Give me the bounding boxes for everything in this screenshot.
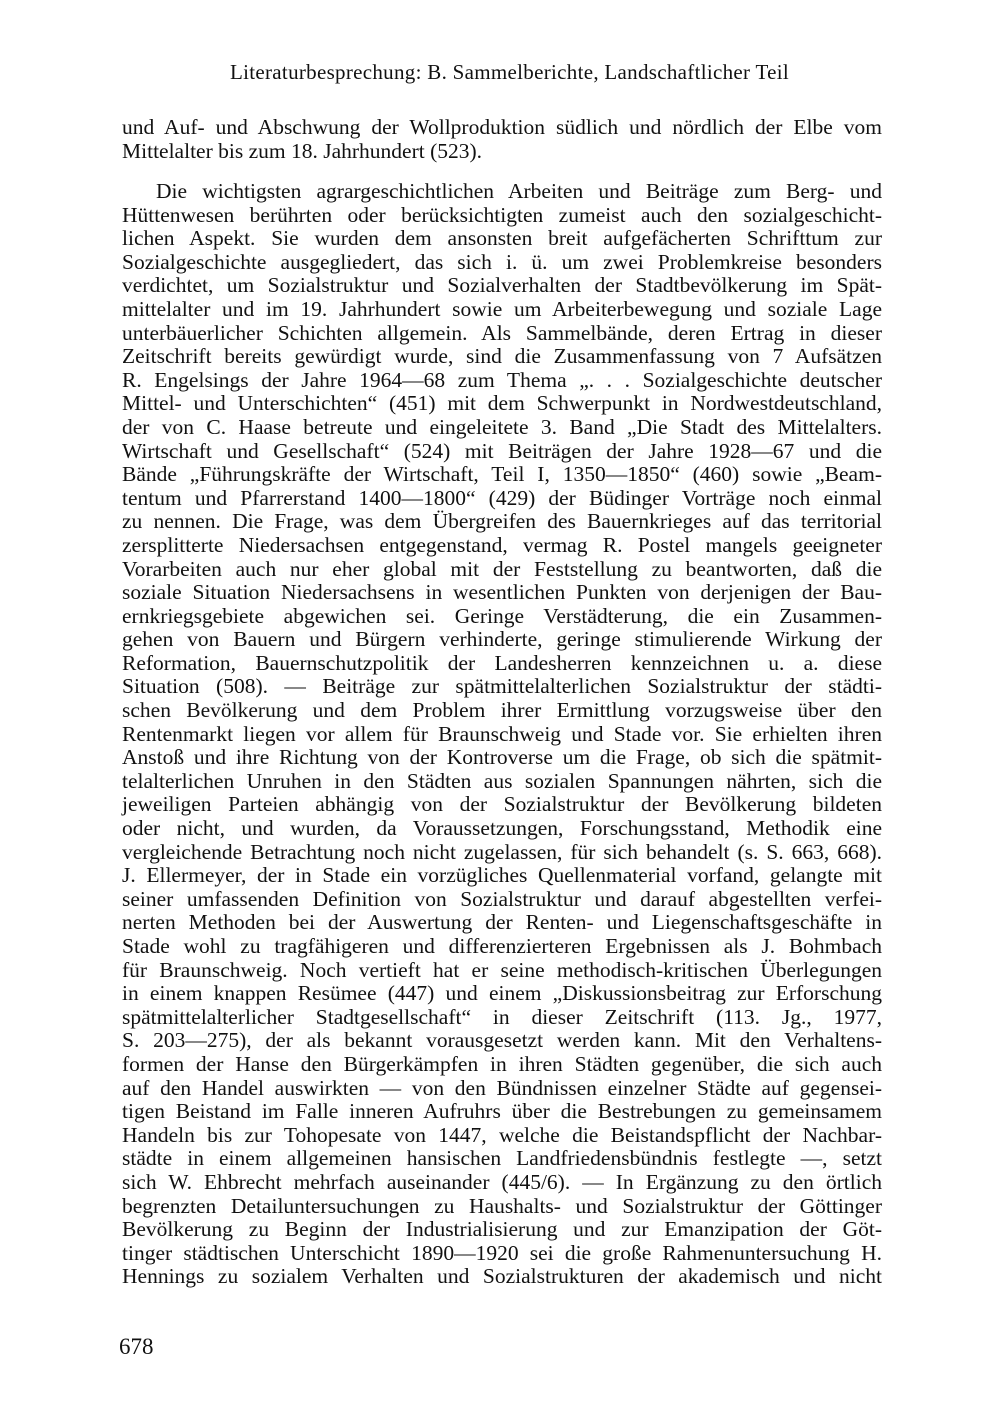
text-line: in einem knappen Resümee (447) und einem „Diskussionsbeitrag zur Erforschung [122,981,882,1006]
text-line: gehen von Bauern und Bürgern verhinderte, geringe stimulierende Wirkung der [122,627,882,652]
text-line: nerten Methoden bei der Auswertung der Renten- und Liegenschaftsgeschäfte in [122,910,882,935]
text-line: sich W. Ehbrecht mehrfach auseinander (445/6). — In Ergänzung zu den örtlich [122,1169,882,1194]
text-line: formen der Hanse den Bürgerkämpfen in ihren Städten gegenüber, die sich auch [122,1051,882,1076]
text-line: telalterlichen Unruhen in den Städten aus sozialen Spannungen nährten, sich die [122,768,882,793]
paragraph-1 [122,116,882,163]
text-line: Rentenmarkt liegen vor allem für Braunschweig und Stade vor. Sie erhielten ihren [122,721,882,746]
text-line: Hüttenwesen berührten oder berücksichtigten zumeist auch den sozialgeschicht- [122,202,882,227]
text-line: tigen Beistand im Falle inneren Aufruhrs über die Bestrebungen zu gemeinsamem [122,1099,882,1124]
paragraph-2 [122,180,882,1289]
text-line: vergleichende Betrachtung noch nicht zugelassen, für sich behandelt (s. S. 663, 668). [122,839,882,864]
text-line: jeweiligen Parteien abhängig von der Sozialstruktur der Bevölkerung bildeten [122,792,882,817]
text-line: S. 203—275), der als bekannt vorausgesetzt werden kann. Mit den Verhaltens- [122,1028,882,1053]
text-line: Hennings zu sozialem Verhalten und Sozialstrukturen der akademisch und nicht [122,1264,882,1289]
text-line: zu nennen. Die Frage, was dem Übergreifen des Bauernkrieges auf das territorial [122,509,882,534]
text-line: soziale Situation Niedersachsens in wesentlichen Punkten von derjenigen der Bau- [122,580,882,605]
text-line: städte in einem allgemeinen hansischen Landfriedensbündnis festlegte —, setzt [122,1146,882,1171]
text-line: Bände „Führungskräfte der Wirtschaft, Teil I, 1350—1850“ (460) sowie „Beam- [122,462,882,487]
text-line: Mittel- und Unterschichten“ (451) mit dem Schwerpunkt in Nordwestdeutschland, [122,391,882,416]
text-line: tentum und Pfarrerstand 1400—1800“ (429) der Büdinger Vorträge noch einmal [122,485,882,510]
text-line: J. Ellermeyer, der in Stade ein vorzügliches Quellenmaterial vorfand, gelangte mit [122,863,882,888]
text-line: tinger städtischen Unterschicht 1890—1920 sei die große Rahmenuntersuchung H. [122,1240,882,1265]
text-line: Die wichtigsten agrargeschichtlichen Arbeiten und Beiträge zum Berg- und [156,179,882,203]
text-line: Stade wohl zu tragfähigeren und differenzierteren Ergebnissen als J. Bohmbach [122,934,882,958]
text-line: spätmittelalterlicher Stadtgesellschaft“ in dieser Zeitschrift (113. Jg., 1977, [122,1004,882,1029]
text-line: und Auf- und Abschwung der Wollproduktion südlich und nördlich der Elbe vom [122,115,882,139]
text-line: Mittelalter bis zum 18. Jahrhundert (523). [122,138,483,163]
text-line: Zeitschrift bereits gewürdigt wurde, sind die Zusammenfassung von 7 Aufsätzen [122,344,882,369]
text-line: ernkriegsgebiete abgewichen sei. Geringe Verstädterung, die ein Zusammen- [122,603,882,628]
text-line: Bevölkerung zu Beginn der Industrialisierung und zur Emanzipation der Göt- [122,1217,882,1242]
text-line: schen Bevölkerung und dem Problem ihrer Ermittlung vorzugsweise über den [122,698,882,723]
text-line: verdichtet, um Sozialstruktur und Sozialverhalten der Stadtbevölkerung im Spät- [122,273,882,298]
text-line: mittelalter und im 19. Jahrhundert sowie um Arbeiterbewegung und soziale Lage [122,296,882,321]
text-line: unterbäuerlicher Schichten allgemein. Als Sammelbände, deren Ertrag in dieser [122,320,882,345]
text-line: auf den Handel auswirkten — von den Bündnissen einzelner Städte auf gegensei- [122,1075,882,1100]
text-line: seiner umfassenden Definition von Sozialstruktur und darauf abgestellten verfei- [122,886,882,911]
page-number: 678 [119,1334,154,1359]
text-line: Anstoß und ihre Richtung von der Kontroverse um die Frage, ob sich die spätmit- [122,745,882,770]
text-line: Situation (508). — Beiträge zur spätmittelalterlichen Sozialstruktur der städti- [122,674,882,699]
text-line: lichen Aspekt. Sie wurden dem ansonsten breit aufgefächerten Schrifttum zur [122,226,882,251]
text-line: der von C. Haase betreute und eingeleitete 3. Band „Die Stadt des Mittelalters. [122,414,882,439]
text-line: zersplitterte Niedersachsen entgegenstand, vermag R. Postel mangels geeigneter [122,532,882,557]
text-line: Vorarbeiten auch nur eher global mit der Feststellung zu beantworten, daß die [122,556,882,581]
text-line: begrenzten Detailuntersuchungen zu Haushalts- und Sozialstruktur der Göttinger [122,1193,882,1218]
text-line: R. Engelsings der Jahre 1964—68 zum Thema „. . . Sozialgeschichte deutscher [122,367,882,392]
running-head: Literaturbesprechung: B. Sammelberichte, Landschaftlicher Teil [230,60,790,84]
text-line: Wirtschaft und Gesellschaft“ (524) mit Beiträgen der Jahre 1928—67 und die [122,438,882,463]
text-line: Reformation, Bauernschutzpolitik der Landesherren kennzeichnen u. a. diese [122,650,882,675]
text-line: Handeln bis zur Tohopesate von 1447, welche die Beistandspflicht der Nachbar- [122,1122,882,1147]
text-line: oder nicht, und wurden, da Voraussetzungen, Forschungsstand, Methodik eine [122,816,882,841]
text-line: Sozialgeschichte ausgegliedert, das sich i. ü. um zwei Problemkreise besonders [122,249,882,274]
text-line: für Braunschweig. Noch vertieft hat er seine methodisch-kritischen Überlegungen [122,957,882,982]
